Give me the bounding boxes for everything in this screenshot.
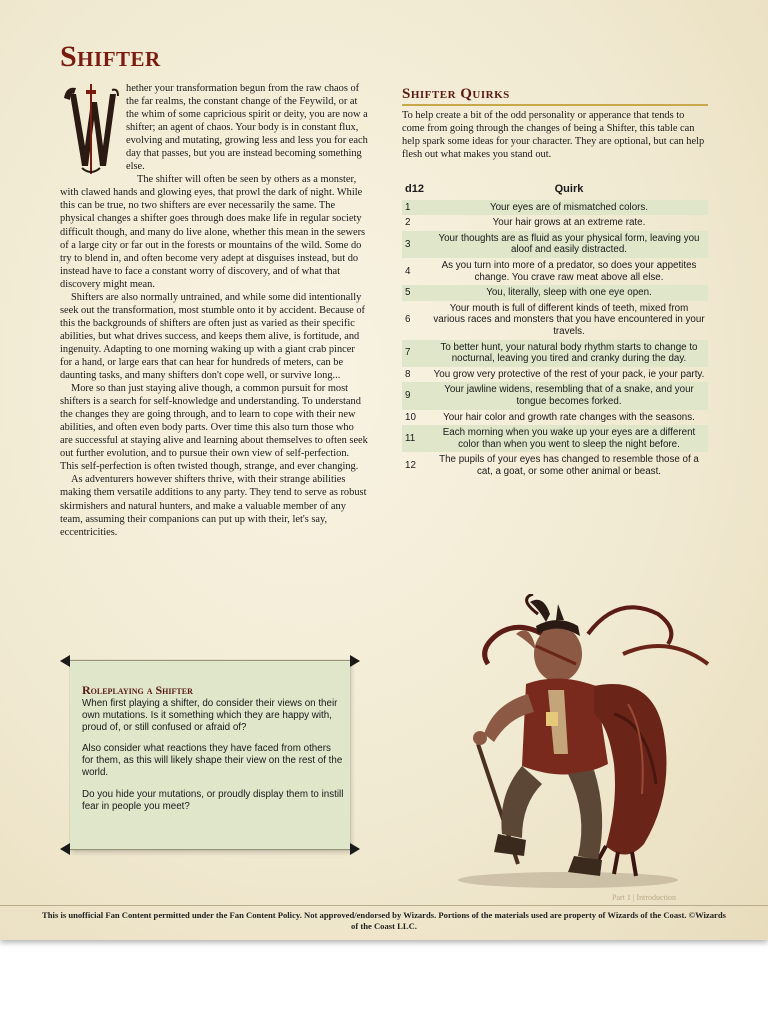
roleplaying-sidebar — [70, 660, 350, 850]
body-paragraph: The shifter will often be seen by others as a monster, with clawed hands and glowing eyes, that prowl the dark of night. While this can be true, no two shifters are ever necessarily the same. The physical changes a shifter goes through does make life in regular society difficult though, and many do live alone, whether this mean in the sewers of a large city or far out in the forests or mountains of the wild. Some do try to blend in, and often become very adept at disguises instead, but do instead have to face a constant worry of discovery, and of what that discovery might mean. — [60, 174, 366, 290]
quirks-table — [402, 182, 708, 479]
roll-number: 11 — [402, 425, 430, 452]
roll-number: 6 — [405, 314, 411, 326]
sidebar-paragraph: Do you hide your mutations, or proudly display them to instill fear in people you meet? — [82, 788, 344, 812]
page-footer-part: Part 1 | Introduction — [612, 893, 677, 902]
main-text-column — [60, 82, 368, 539]
quirk-text: You grow very protective of the rest of your pack, ie your party. — [433, 368, 705, 380]
roll-number: 4 — [405, 265, 411, 277]
table-row — [402, 215, 708, 231]
roll-number: 5 — [402, 285, 430, 301]
table-row — [402, 410, 708, 426]
table-row — [402, 200, 708, 216]
body-paragraph: More so than just staying alive though, a common pursuit for most shifters is a search for self-knowledge and understanding. To understand the changes they are going through, and to learn to cope with their new abilities, and often even body parts. Over time this also turn those who are successful at staying alive and learning about themselves to often seek out further evolution, and to pursue their own view of self-perfection. This self-perfection is often twisted though, strange, and ever changing. — [60, 383, 368, 473]
table-row — [402, 231, 708, 258]
quirk-text: Your hair color and growth rate changes with the seasons. — [443, 411, 695, 423]
roll-number: 3 — [402, 231, 430, 258]
sidebar-paragraph: Also consider what reactions they have faced from others for them, as this will likely shape their view on the rest of the world. — [82, 743, 343, 779]
quirk-text: Each morning when you wake up your eyes are a different color than when you went to sleep the night before. — [430, 425, 708, 452]
quirks-heading: Shifter Quirks — [402, 86, 510, 102]
heading-divider — [402, 104, 708, 106]
footer-divider — [0, 905, 768, 906]
quirks-intro: To help create a bit of the odd personality or apperance that tends to come from going through the changes of being a Shifter, this table can help spark some ideas for your character. They are optional, but can help flesh out what makes you stand out. — [402, 110, 705, 160]
shifter-illustration — [418, 594, 718, 890]
corner-ornament-icon — [60, 655, 70, 667]
table-row — [402, 301, 708, 340]
intro-paragraph: hether your transformation begun from the raw chaos of the far realms, the constant change of the Feywild, or at the whim of some capricious spirit or deity, you are now a shifter; an agent of chaos. Your body is in constant flux, evolving and mutating, growing less and less you for each day that passes, but you are instead becoming something else. — [126, 83, 368, 173]
roll-number: 8 — [405, 368, 411, 380]
table-row — [402, 452, 708, 479]
sidebar-body — [82, 698, 344, 822]
quirk-text: To better hunt, your natural body rhythm starts to change to nocturnal, leaving you tired and cranky during the day. — [430, 340, 708, 367]
corner-ornament-icon — [60, 843, 70, 855]
quirk-text: You, literally, sleep with one eye open. — [430, 285, 708, 301]
corner-ornament-icon — [350, 655, 360, 667]
table-row — [402, 425, 708, 452]
sidebar-title: Roleplaying a Shifter — [82, 683, 193, 697]
table-row — [402, 367, 708, 383]
page-title: Shifter — [60, 40, 161, 73]
quirk-text: Your hair grows at an extreme rate. — [492, 217, 646, 229]
roll-number: 7 — [402, 340, 430, 367]
quirk-text: As you turn into more of a predator, so does your appetites change. You crave raw meat above all else. — [441, 259, 697, 283]
sidebar-paragraph: When first playing a shifter, do consider their views on their own mutations. Is it something which they are happy with, proud of, or still confused or afraid of? — [82, 698, 338, 734]
quirk-text: Your eyes are of mismatched colors. — [430, 200, 708, 216]
body-paragraph: Shifters are also normally untrained, and while some did intentionally seek out the transformation, most stumble onto it by accident. Because of this the backgrounds of shifters are often just as varied as their specific abilities, but what drives success, and keeps them alive, is fortitude, and ingenuity. Adapting to one morning waking up with a giant crab pincer for a hand, or large ears that can hear for hundreds of meters, can be daunting tasks, and many shifters don't cope well, or survive long... — [60, 291, 366, 382]
roll-number: 10 — [405, 411, 416, 423]
quirk-text: Your thoughts are as fluid as your physical form, leaving you aloof and easily distracted. — [430, 231, 708, 258]
roll-number: 2 — [405, 217, 411, 229]
column-header-d12: d12 — [405, 183, 424, 195]
legal-notice: This is unofficial Fan Content permitted under the Fan Content Policy. Not approved/endorsed by Wizards. Portions of the materials used are property of Wizards of the Coast. ©Wizards of the Coast LLC. — [42, 910, 726, 931]
roll-number: 1 — [402, 200, 430, 216]
quirk-text: Your mouth is full of different kinds of teeth, mixed from various races and monsters that you have encountered in your travels. — [433, 302, 705, 337]
quirk-text: Your jawline widens, resembling that of a snake, and your tongue becomes forked. — [430, 382, 708, 409]
column-header-quirk: Quirk — [554, 183, 584, 195]
table-row — [402, 258, 708, 285]
table-row — [402, 382, 708, 409]
roll-number: 12 — [405, 460, 416, 472]
quirk-text: The pupils of your eyes has changed to resemble those of a cat, a goat, or some other animal or beast. — [439, 454, 699, 477]
table-row — [402, 340, 708, 367]
quirks-table-body — [402, 200, 708, 480]
dropcap-w-icon — [60, 80, 120, 178]
table-header-row — [402, 182, 708, 200]
corner-ornament-icon — [350, 843, 360, 855]
table-row — [402, 285, 708, 301]
body-paragraph: As adventurers however shifters thrive, with their strange abilities making them versatile additions to any party. They tend to serve as robust skirmishers and natural hunters, and make a valuable member of any team, assuming their companions can put up with their, let's say, eccentricities. — [60, 474, 367, 538]
roll-number: 9 — [402, 382, 430, 409]
